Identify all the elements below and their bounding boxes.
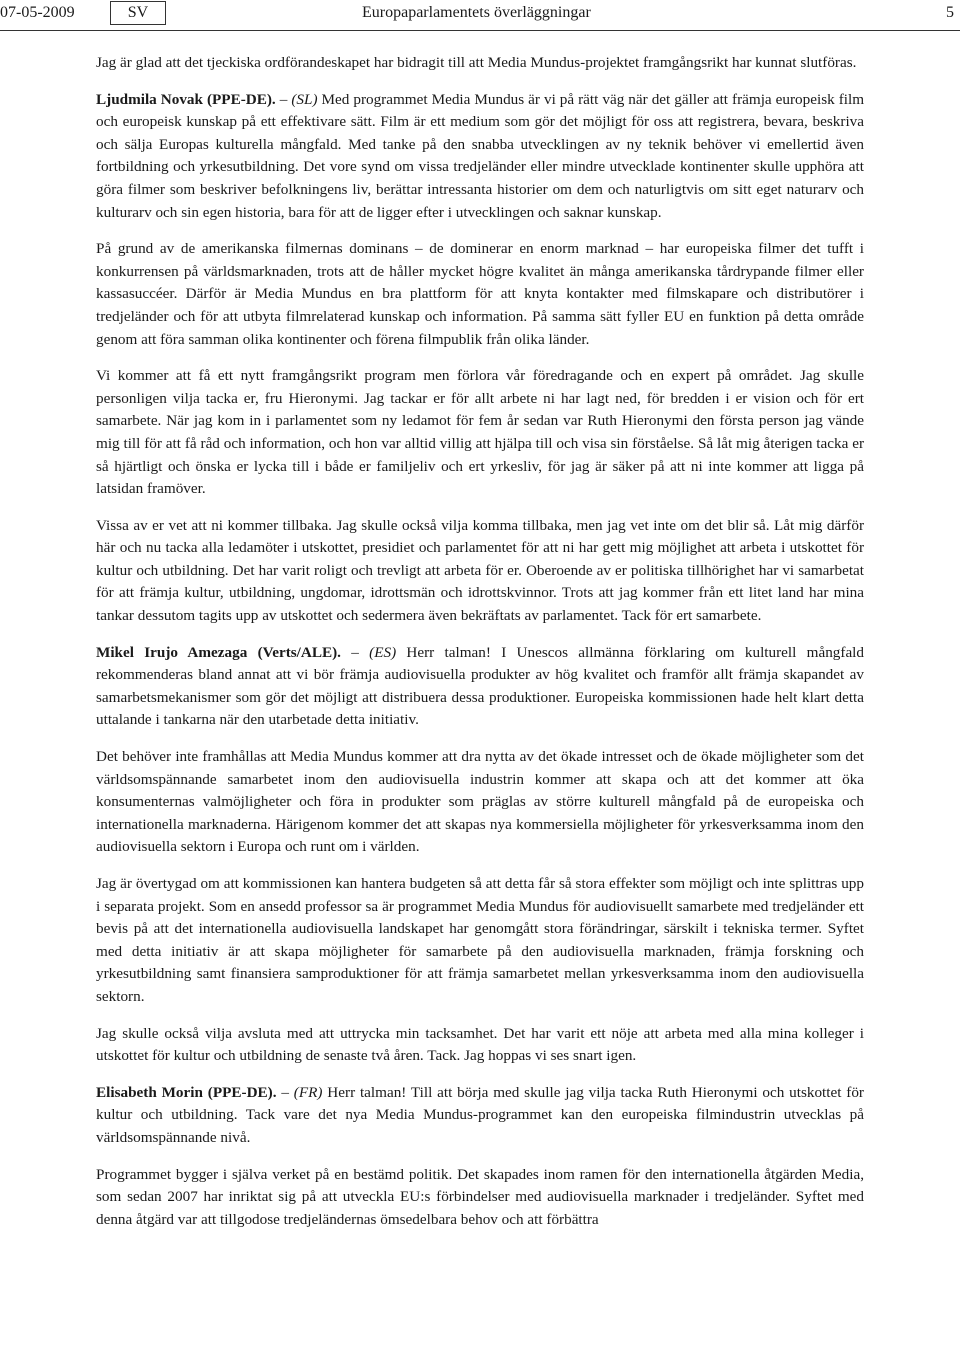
page-header: [0, 0, 960, 30]
dash: –: [340, 643, 370, 661]
dash: –: [275, 90, 292, 108]
document-body: [96, 52, 864, 1245]
paragraph: [96, 746, 864, 859]
speaker-name: Elisabeth Morin (PPE-DE).: [96, 1083, 277, 1101]
language-code: (SL): [291, 90, 318, 108]
header-divider: [0, 30, 960, 31]
paragraph: [96, 515, 864, 628]
paragraph: [96, 365, 864, 501]
language-code: (FR): [293, 1083, 323, 1101]
paragraph-text: Herr talman! I Unescos allmänna förklaring om kulturell mångfald rekommenderas bland annat att vi bör främja audiovisuella produkter av hög kvalitet och framför allt främja skapandet av samarbetsmekanismer som gör det möjligt att distribuera dessa produktioner. Europeiska kommissionen hade helt klart detta uttalande i tankarna när den utarbetade detta initiativ.: [96, 643, 864, 729]
paragraph: [96, 873, 864, 1009]
paragraph-text: Herr talman! Till att börja med skulle jag vilja tacka Ruth Hieronymi och utskottet för kultur och utbildning. Tack vare det nya Media Mundus-programmet kan den europeiska filmindustrin utvecklas på världsomspännande nivå.: [96, 1083, 864, 1146]
paragraph: [96, 1023, 864, 1068]
paragraph-text: Jag är glad att det tjeckiska ordförandeskapet har bidragit till att Media Mundus-projektet framgångsrikt har kunnat slutföras.: [96, 54, 857, 71]
paragraph: [96, 1164, 864, 1232]
paragraph-text: Jag skulle också vilja avsluta med att uttrycka min tacksamhet. Det har varit ett nöje att arbeta med alla mina kolleger i utskottet för kultur och utbildning de senaste två åren. Tack. Jag hoppas vi ses snart igen.: [96, 1024, 864, 1065]
language-code: (ES): [369, 643, 397, 661]
paragraph: [96, 238, 864, 351]
document-title: Europaparlamentets överläggningar: [362, 4, 591, 21]
publication-date: 07-05-2009: [0, 4, 75, 21]
language-badge: SV: [110, 1, 166, 25]
speech-paragraph: [96, 1082, 864, 1150]
paragraph-text: Vi kommer att få ett nytt framgångsrikt program men förlora vår föredragande och en expert på området. Jag skulle personligen vilja tacka er, fru Hieronymi. Jag tackar er för allt arbete ni har lagt ned, för bredden i er vision och för ert samarbete. När jag kom in i parlamentet som ny ledamot för fem år sedan var Ruth Hieronymi den första person jag vände mig till för att få råd och information, och hon var alltid villig att hjälpa till och visa sin förståelse. Så låt mig återigen tacka er så hjärtligt och önska er lycka till i både er familjeliv och ert yrkesliv, för jag är säker på att ni inte kommer att ligga på latsidan framöver.: [96, 367, 864, 498]
speaker-name: Mikel Irujo Amezaga (Verts/ALE).: [96, 643, 341, 661]
paragraph-text: Programmet bygger i själva verket på en bestämd politik. Det skapades inom ramen för den internationella åtgärden Media, som sedan 2007 har inriktat sig på att utveckla EU:s förbindelser med audiovisuella marknader i tredjeländer. Syftet med denna åtgärd var att tillgodose tredjeländernas ömsedelbara behov och att förbättra: [96, 1165, 864, 1228]
dash: –: [276, 1083, 294, 1101]
speech-paragraph: [96, 642, 864, 732]
paragraph-text: Med programmet Media Mundus är vi på rätt väg när det gäller att främja europeisk film och europeisk kunskap på ett effektivare sätt. Film är ett medium som gör det möjligt för oss att registrera, bevara, beskriva och sälja Europas kulturella mångfald. Med tanke på den snabba utvecklingen av ny teknik behöver vi emellertid även fortbildning och yrkesutbildning. Det vore synd om vissa tredjeländer eller mindre utvecklade kontinenter skulle upphöra att göra filmer som beskriver befolkningens liv, berättar intressanta historier om dem och naturligtvis om sitt eget naturarv och kulturarv och sin egen historia, bara för att de ligger efter i utvecklingen och saknar kunskap.: [96, 90, 865, 221]
paragraph: [96, 52, 864, 75]
paragraph-text: Vissa av er vet att ni kommer tillbaka. Jag skulle också vilja komma tillbaka, men jag vet inte om det blir så. Låt mig därför här och nu tacka alla ledamöter i utskottet, presidiet och parlamentet för att ni har gett mig möjlighet att arbeta i utskottet för kultur och utbildning. Det har varit roligt och trevligt att arbeta för er. Oberoende av er politiska tillhörighet har vi samarbetat för att främja kultur, utbildning, ungdomar, idrottsmän och idrottskvinnor. Trots att jag kommer från ett litet land har mina tankar dessutom tagits upp av utskottet och sedermera även bekräftats av parlamentet. Tack för ert samarbete.: [96, 516, 864, 625]
paragraph-text: Jag är övertygad om att kommissionen kan hantera budgeten så att detta får så stora effekter som möjligt och inte splittras upp i separata projekt. Som en ansedd professor sa är programmet Media Mundus för audiovisuellt samarbete med tredjeländer ett bevis på att det internationella audiovisuella landskapet har genomgått stora förändringar, särskilt i tekniska termer. Syftet med detta initiativ är att skapa möjligheter för samarbete på den audiovisuella marknaden, främja forskning och yrkesutbildning samt finansiera samproduktioner för att främja samarbetet mellan yrkesverksamma inom den audiovisuella sektorn.: [96, 875, 864, 1005]
page-number: 5: [946, 4, 954, 21]
speech-paragraph: [96, 89, 864, 225]
paragraph-text: Det behöver inte framhållas att Media Mundus kommer att dra nytta av det ökade intresset och de ökade möjligheter som det världsomspännande samarbetet inom den audiovisuella industrin kommer att skapa och att det kommer att öka konsumenternas valmöjligheter och föra in produkter som präglas av större kulturell mångfald på de europeiska och internationella marknaderna. Härigenom kommer det att skapas nya kommersiella möjligheter för yrkesverksamma inom den audiovisuella sektorn i Europa och runt om i världen.: [96, 748, 864, 856]
speaker-name: Ljudmila Novak (PPE-DE).: [96, 90, 276, 108]
paragraph-text: På grund av de amerikanska filmernas dominans – de dominerar en enorm marknad – har europeiska filmer det tufft i konkurrensen på världsmarknaden, trots att de håller mycket högre kvalitet än många amerikanska tårdrypande filmer eller kassasuccéer. Därför är Media Mundus en bra plattform för att knyta kontakter med filmskapare och distributörer i tredjeländer och för att utbyta filmrelaterad kunskap och information. På samma sätt fyller EU en funktion på detta område genom att föra samman olika kontinenter och förena filmpublik från olika länder.: [96, 240, 864, 348]
